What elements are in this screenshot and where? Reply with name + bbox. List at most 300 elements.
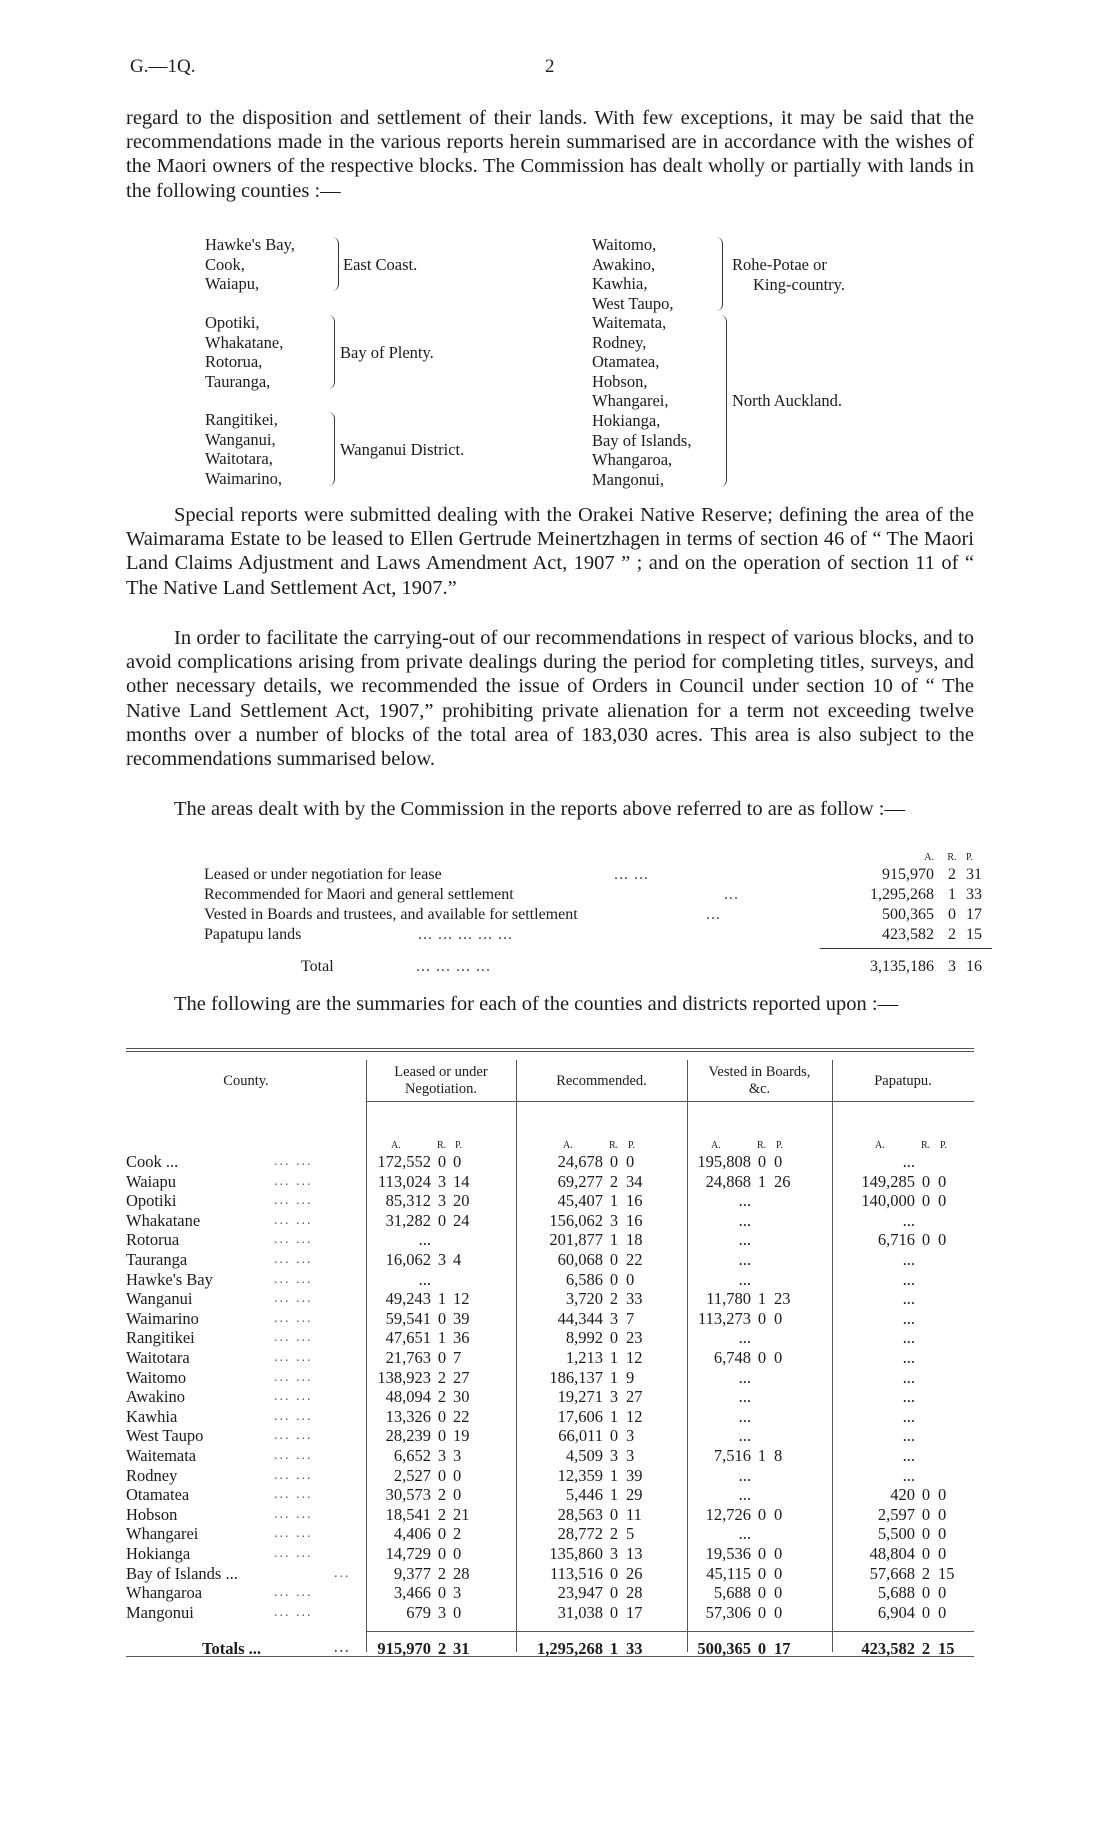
unit-acres: A. [711, 1140, 721, 1151]
county-name: Bay of Islands, [592, 430, 692, 450]
pap-acres: ... [902, 1465, 915, 1485]
leased-acres: 113,024 [377, 1171, 431, 1191]
rec-roods: 1 [609, 1465, 619, 1485]
group-label: Bay of Plenty. [340, 343, 434, 362]
leased-perches: 39 [453, 1308, 470, 1328]
vest-roods: 0 [757, 1544, 767, 1563]
summary-acres: 423,582 [882, 926, 934, 943]
county-name: Wanganui, [205, 429, 276, 449]
vest-perches: 17 [774, 1639, 791, 1658]
vest-acres: 11,780 [706, 1289, 751, 1309]
vest-acres: ... [738, 1524, 751, 1544]
leased-acres: ... [418, 1269, 431, 1289]
leased-acres: 915,970 [377, 1639, 431, 1658]
pap-acres: ... [902, 1426, 915, 1446]
rec-roods: 3 [609, 1387, 619, 1407]
vest-perches: 0 [774, 1583, 783, 1603]
rec-roods: 1 [609, 1639, 619, 1658]
rec-perches: 3 [626, 1446, 635, 1465]
vest-acres: ... [738, 1269, 751, 1289]
rec-acres: 44,344 [557, 1308, 603, 1328]
vest-acres: ... [738, 1367, 751, 1387]
rec-roods: 3 [609, 1210, 619, 1230]
unit-roods: R. [437, 1140, 447, 1151]
leased-perches: 31 [453, 1639, 470, 1658]
leased-roods: 0 [437, 1152, 447, 1171]
pap-acres: ... [902, 1367, 915, 1387]
vest-acres: ... [738, 1191, 751, 1211]
vest-perches: 0 [774, 1563, 783, 1583]
rec-roods: 0 [609, 1152, 619, 1171]
summary-perches: 15 [966, 926, 982, 943]
header-vested [687, 1064, 832, 1098]
pap-acres: ... [902, 1406, 915, 1426]
pap-acres: ... [902, 1289, 915, 1309]
pap-acres: 149,285 [861, 1171, 915, 1191]
vest-roods: 0 [757, 1639, 767, 1658]
leader-dots: ... [334, 1565, 351, 1581]
rec-acres: 8,992 [565, 1328, 603, 1348]
brace [716, 237, 723, 311]
pap-roods: 0 [921, 1544, 931, 1563]
table-row [126, 1387, 974, 1407]
county-name: Whakatane, [205, 332, 284, 352]
pap-acres: ... [902, 1152, 915, 1171]
table-row [126, 1426, 974, 1446]
rec-perches: 18 [626, 1230, 643, 1250]
leased-perches: 36 [453, 1328, 470, 1348]
leased-acres: 21,763 [385, 1348, 431, 1367]
county-name: Wanganui [126, 1289, 193, 1309]
leased-roods: 3 [437, 1446, 447, 1465]
vest-acres: ... [738, 1210, 751, 1230]
rec-roods: 0 [609, 1269, 619, 1289]
rec-acres: 3,720 [565, 1289, 603, 1309]
leader-dots: ... ... [274, 1310, 313, 1326]
leader-dots: ... ... [274, 1252, 313, 1267]
rec-roods: 0 [609, 1563, 619, 1583]
table-row [126, 1172, 974, 1192]
table-row [126, 1564, 974, 1584]
table-row [126, 1466, 974, 1486]
unit-roods: R. [947, 852, 957, 863]
header-line: &c. [748, 1081, 771, 1097]
summary-rule [820, 948, 992, 949]
leased-perches: 27 [453, 1367, 470, 1387]
rec-perches: 16 [626, 1210, 643, 1230]
vest-roods: 0 [757, 1563, 767, 1583]
vest-acres: 57,306 [705, 1602, 751, 1622]
pap-acres: ... [902, 1210, 915, 1230]
rec-perches: 3 [626, 1426, 635, 1446]
header-line: Negotiation. [404, 1081, 478, 1097]
pap-acres: 423,582 [861, 1639, 915, 1658]
leased-roods: 2 [437, 1504, 447, 1524]
leased-perches: 21 [453, 1504, 470, 1524]
leased-perches: 24 [453, 1210, 470, 1230]
leased-acres: 14,729 [385, 1544, 431, 1563]
table-row [126, 1152, 974, 1172]
table-row [126, 1505, 974, 1525]
paragraph-intro: regard to the disposition and settlement of their lands. With few exceptions, it may be said that the recommendations made in the various reports herein summarised are in accordance with the wishes of the Maori owners of the respective blocks. The Commission has dealt wholly or partially with lands in the following counties :— [126, 107, 974, 202]
table-top-rule [126, 1051, 974, 1052]
leader-dots: ... ... [274, 1350, 313, 1365]
leader-dots: ... [706, 906, 721, 923]
pap-acres: 6,716 [877, 1230, 915, 1250]
unit-perches: P. [455, 1140, 462, 1151]
county-name: Whangarei, [592, 391, 669, 411]
leased-roods: 2 [437, 1387, 447, 1407]
leased-acres: 13,326 [385, 1406, 431, 1426]
rec-roods: 0 [609, 1602, 619, 1622]
rec-perches: 17 [626, 1602, 643, 1622]
leased-perches: 22 [453, 1406, 470, 1426]
table-bottom-rule [126, 1656, 974, 1657]
leased-acres: 3,466 [393, 1583, 431, 1603]
vest-roods: 0 [757, 1348, 767, 1367]
pap-perches: 0 [938, 1504, 947, 1524]
pap-acres: 5,688 [877, 1583, 915, 1603]
vest-acres: 12,726 [705, 1504, 751, 1524]
group-label: East Coast. [343, 255, 418, 274]
vest-perches: 23 [774, 1289, 791, 1309]
table-row [126, 1289, 974, 1309]
county-name: Kawhia, [592, 274, 648, 294]
leader-dots: ... ... [274, 1546, 313, 1561]
summary-acres: 915,970 [882, 866, 934, 883]
rec-roods: 0 [609, 1250, 619, 1269]
leased-acres: 28,239 [385, 1426, 431, 1446]
vest-acres: 24,868 [705, 1171, 751, 1191]
leased-roods: 3 [437, 1250, 447, 1269]
pap-acres: 57,668 [869, 1563, 915, 1583]
rec-acres: 24,678 [557, 1152, 603, 1171]
rec-perches: 7 [626, 1308, 635, 1328]
pap-perches: 15 [938, 1563, 955, 1583]
rec-perches: 26 [626, 1563, 643, 1583]
pap-perches: 15 [938, 1639, 955, 1658]
table-row [126, 1583, 974, 1603]
county-name: Tauranga, [205, 371, 271, 391]
vest-perches: 0 [774, 1308, 783, 1328]
leader-dots: ... ... [274, 1487, 313, 1503]
county-name: Hawke's Bay [126, 1269, 213, 1289]
rec-perches: 0 [626, 1269, 635, 1289]
summary-roods: 2 [948, 926, 956, 943]
leader-dots: ... ... [274, 1173, 313, 1189]
vest-acres: 6,748 [713, 1348, 751, 1367]
rec-perches: 9 [626, 1367, 635, 1387]
leased-roods: 0 [437, 1406, 447, 1426]
rec-roods: 0 [609, 1583, 619, 1603]
unit-acres: A. [875, 1140, 885, 1151]
pap-perches: 0 [938, 1524, 947, 1544]
summary-roods: 2 [948, 866, 956, 883]
rec-roods: 1 [609, 1348, 619, 1367]
table-top-rule [126, 1048, 974, 1049]
leased-acres: 48,094 [385, 1387, 431, 1407]
summary-total-roods: 3 [948, 958, 956, 975]
leased-roods: 0 [437, 1210, 447, 1230]
leased-roods: 0 [437, 1583, 447, 1603]
county-name: Kawhia [126, 1406, 178, 1426]
leased-acres: 18,541 [385, 1504, 431, 1524]
leased-roods: 0 [437, 1524, 447, 1544]
table-row [126, 1211, 974, 1231]
leased-acres: 30,573 [385, 1485, 431, 1505]
leased-roods: 2 [437, 1563, 447, 1583]
rec-roods: 3 [609, 1446, 619, 1465]
county-name: Rangitikei [126, 1328, 195, 1348]
rec-acres: 19,271 [557, 1387, 603, 1407]
vest-acres: ... [738, 1426, 751, 1446]
leased-roods: 3 [437, 1191, 447, 1211]
pap-acres: ... [902, 1269, 915, 1289]
pap-acres: 5,500 [877, 1524, 915, 1544]
unit-acres: A. [563, 1140, 573, 1151]
table-row [126, 1446, 974, 1466]
leased-acres: 49,243 [385, 1289, 431, 1309]
pap-perches: 0 [938, 1602, 947, 1622]
brace [720, 315, 727, 487]
rec-roods: 1 [609, 1191, 619, 1211]
county-name: Hobson [126, 1504, 178, 1524]
vest-acres: 5,688 [713, 1583, 751, 1603]
pap-roods: 0 [921, 1583, 931, 1603]
leased-acres: 172,552 [377, 1152, 431, 1171]
rec-perches: 29 [626, 1485, 643, 1505]
rec-perches: 5 [626, 1524, 635, 1544]
pap-acres: 2,597 [877, 1504, 915, 1524]
county-name: Rangitikei, [205, 410, 278, 429]
table-row [126, 1191, 974, 1211]
header-line: Leased or under [394, 1064, 488, 1080]
county-name: Awakino [126, 1387, 185, 1407]
leased-perches: 3 [453, 1583, 462, 1603]
vest-acres: 7,516 [713, 1446, 751, 1465]
table-row [126, 1485, 974, 1505]
leader-dots: ... ... [274, 1604, 313, 1620]
county-name: Waitomo, [592, 235, 657, 254]
summary-total-acres: 3,135,186 [870, 958, 934, 975]
leader-dots: ... ... [274, 1291, 313, 1307]
vest-acres: 195,808 [697, 1152, 751, 1171]
group-label: Wanganui District. [340, 440, 465, 459]
table-row [126, 1524, 974, 1544]
header-line: Vested in Boards, [708, 1064, 811, 1080]
leased-roods: 1 [437, 1328, 447, 1348]
county-name: Mangonui [126, 1602, 194, 1622]
rec-roods: 0 [609, 1328, 619, 1348]
unit-roods: R. [609, 1140, 619, 1151]
rec-perches: 28 [626, 1583, 643, 1603]
brace [328, 412, 335, 486]
leased-roods: 1 [437, 1289, 447, 1309]
vest-perches: 0 [774, 1504, 783, 1524]
county-name: Waimarino, [205, 468, 283, 488]
totals-rule [366, 1631, 974, 1632]
rec-perches: 13 [626, 1544, 643, 1563]
county-name: Rotorua, [205, 352, 263, 372]
rec-acres: 1,295,268 [537, 1639, 603, 1658]
page-header-ref: G.—1Q. [130, 56, 196, 77]
county-name: Hawke's Bay, [205, 235, 295, 254]
vest-acres: 500,365 [697, 1639, 751, 1658]
rec-acres: 1,213 [565, 1348, 603, 1367]
rec-roods: 0 [609, 1504, 619, 1524]
rec-roods: 1 [609, 1367, 619, 1387]
leased-roods: 0 [437, 1426, 447, 1446]
leader-dots: ... ... [274, 1526, 313, 1542]
vest-perches: 0 [774, 1152, 783, 1171]
county-name: West Taupo [126, 1426, 204, 1446]
summary-roods: 1 [948, 886, 956, 903]
county-name: Whangarei [126, 1524, 199, 1544]
rec-roods: 2 [609, 1171, 619, 1191]
pap-acres: ... [902, 1328, 915, 1348]
rec-acres: 28,563 [557, 1504, 603, 1524]
leased-acres: 9,377 [393, 1563, 431, 1583]
leased-perches: 3 [453, 1446, 462, 1465]
rec-acres: 4,509 [565, 1446, 603, 1465]
rec-perches: 27 [626, 1387, 643, 1407]
pap-acres: ... [902, 1308, 915, 1328]
leased-perches: 0 [453, 1152, 462, 1171]
table-row [126, 1603, 974, 1623]
pap-acres: 6,904 [877, 1602, 915, 1622]
rec-acres: 69,277 [557, 1171, 603, 1191]
rec-acres: 45,407 [557, 1191, 603, 1211]
pap-roods: 0 [921, 1171, 931, 1191]
summary-label: Leased or under negotiation for lease [204, 866, 442, 883]
county-name: Waiapu [126, 1171, 176, 1191]
unit-roods: R. [921, 1140, 931, 1151]
paragraph-orders-in-council: In order to facilitate the carrying-out of our recommendations in respect of various blocks, and to avoid complications arising from private dealings during the period for completing titles, surveys, and other necessary details, we recommended the issue of Orders in Council under section 10 of “ The Native Land Settlement Act, 1907,” prohibiting private alienation for a term not exceeding twelve months over a number of blocks of the total area of 183,030 acres. This area is also subject to the recommendations summarised below. [126, 627, 974, 771]
vest-acres: ... [738, 1485, 751, 1505]
county-name: Otamatea [126, 1485, 190, 1505]
vest-roods: 0 [757, 1602, 767, 1622]
leader-dots: ... ... [274, 1428, 313, 1444]
county-name: Cook, [205, 254, 245, 274]
rec-acres: 28,772 [557, 1524, 603, 1544]
table-row [126, 1328, 974, 1348]
pap-perches: 0 [938, 1171, 947, 1191]
county-name: Whangaroa [126, 1583, 203, 1603]
pap-perches: 0 [938, 1191, 947, 1211]
leased-roods: 2 [437, 1639, 447, 1658]
table-row [126, 1368, 974, 1388]
county-name: Opotiki, [205, 313, 260, 332]
pap-roods: 0 [921, 1191, 931, 1211]
rec-acres: 66,011 [558, 1426, 603, 1446]
vest-roods: 0 [757, 1583, 767, 1603]
leased-perches: 0 [453, 1485, 462, 1505]
rec-acres: 6,586 [565, 1269, 603, 1289]
county-name: Opotiki [126, 1191, 177, 1211]
summary-perches: 33 [966, 886, 982, 903]
rec-perches: 0 [626, 1152, 635, 1171]
county-name: Waitemata [126, 1446, 197, 1465]
county-name: Waiapu, [205, 274, 260, 294]
pap-acres: ... [902, 1250, 915, 1269]
rec-roods: 3 [609, 1308, 619, 1328]
pap-acres: 420 [890, 1485, 915, 1505]
units-row [126, 1140, 974, 1152]
summary-perches: 17 [966, 906, 982, 923]
pap-acres: ... [902, 1446, 915, 1465]
rec-perches: 12 [626, 1348, 643, 1367]
pap-roods: 0 [921, 1504, 931, 1524]
pap-perches: 0 [938, 1583, 947, 1603]
leased-roods: 0 [437, 1544, 447, 1563]
county-name: Waitomo [126, 1367, 187, 1387]
vest-roods: 1 [757, 1289, 767, 1309]
leader-dots: ... [334, 1641, 351, 1656]
leased-perches: 0 [453, 1465, 462, 1485]
vest-acres: ... [738, 1406, 751, 1426]
county-name: Tauranga [126, 1250, 188, 1269]
county-name: Otamatea, [592, 352, 660, 372]
pap-roods: 0 [921, 1524, 931, 1544]
unit-perches: P. [940, 1140, 947, 1151]
rec-roods: 2 [609, 1289, 619, 1309]
table-row [126, 1348, 974, 1368]
leased-acres: 31,282 [385, 1210, 431, 1230]
leased-perches: 20 [453, 1191, 470, 1211]
unit-perches: P. [776, 1140, 783, 1151]
vest-acres: ... [738, 1328, 751, 1348]
rec-acres: 23,947 [557, 1583, 603, 1603]
pap-perches: 0 [938, 1544, 947, 1563]
rec-perches: 34 [626, 1171, 643, 1191]
table-row [126, 1407, 974, 1427]
leader-dots: ... ... [614, 866, 649, 883]
header-county: County. [223, 1073, 269, 1089]
leased-perches: 0 [453, 1602, 462, 1622]
leader-dots: ... ... [274, 1585, 313, 1601]
leader-dots: ... ... [274, 1193, 313, 1209]
county-name: Hokianga [126, 1544, 191, 1563]
pap-acres: 48,804 [869, 1544, 915, 1563]
leased-perches: 19 [453, 1426, 470, 1446]
county-names [205, 235, 295, 294]
county-name: Waimarino [126, 1308, 199, 1328]
county-name: Awakino, [592, 254, 656, 274]
leased-acres: ... [418, 1230, 431, 1250]
unit-acres: A. [391, 1140, 401, 1151]
paragraph-special-reports: Special reports were submitted dealing with the Orakei Native Reserve; defining the area of the Waimarama Estate to be leased to Ellen Gertrude Meinertzhagen in terms of section 46 of “ The Maori Land Claims Adjustment and Laws Amendment Act, 1907 ” ; and on the operation of section 11 of “ The Native Land Settlement Act, 1907.” [126, 504, 974, 599]
leader-dots: ... ... ... ... [416, 958, 491, 975]
rec-roods: 1 [609, 1406, 619, 1426]
unit-acres: A. [924, 852, 934, 863]
vest-roods: 0 [757, 1152, 767, 1171]
header-leased [366, 1064, 516, 1098]
pap-acres: ... [902, 1387, 915, 1407]
rec-perches: 23 [626, 1328, 643, 1348]
leader-dots: ... ... [274, 1330, 313, 1346]
leased-acres: 59,541 [385, 1308, 431, 1328]
leader-dots: ... ... [274, 1369, 313, 1385]
vest-roods: 0 [757, 1504, 767, 1524]
group-label: King-country. [753, 275, 845, 294]
leader-dots: ... ... [274, 1212, 313, 1228]
summary-total-label: Total [301, 958, 334, 975]
leased-perches: 4 [453, 1250, 462, 1269]
leased-perches: 14 [453, 1171, 470, 1191]
county-name: Waitotara [126, 1348, 190, 1367]
rec-acres: 17,606 [557, 1406, 603, 1426]
group-label: North Auckland. [732, 391, 842, 410]
